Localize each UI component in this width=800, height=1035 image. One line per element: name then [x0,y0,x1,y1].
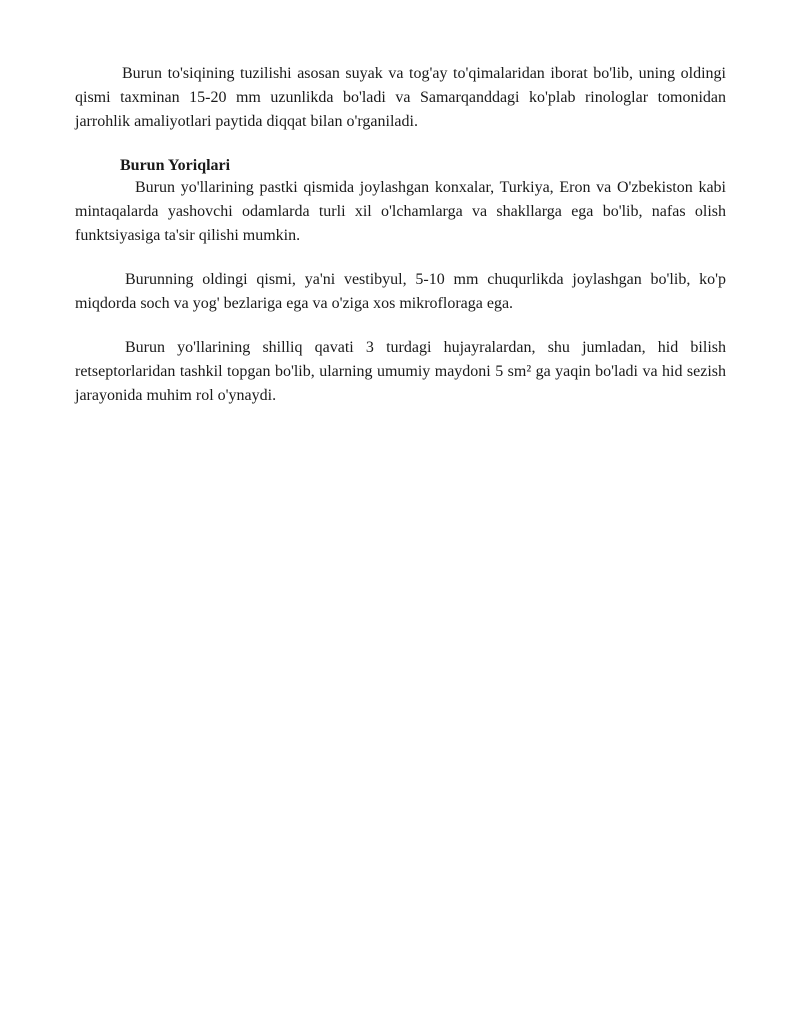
section-heading: Burun Yoriqlari [120,157,231,174]
paragraph-nasal-septum: Burun to'siqining tuzilishi asosan suyak va tog'ay to'qimalaridan iborat bo'lib, uning oldingi qismi taxminan 15-20 mm uzunlikda bo'ladi va Samarqanddagi ko'plab rinologlar tomonidan jarrohlik amaliyotlari paytida diqqat bilan o'rganiladi. [75,65,726,130]
paragraph-mucosa: Burun yo'llarining shilliq qavati 3 turdagi hujayralardan, shu jumladan, hid bilish retseptorlaridan tashkil topgan bo'lib, ularning umumiy maydoni 5 sm² ga yaqin bo'ladi va hid sezish jarayonida muhim rol o'ynaydi. [75,339,726,404]
paragraph-conchae: Burun yo'llarining pastki qismida joylashgan konxalar, Turkiya, Eron va O'zbekiston kabi mintaqalarda yashovchi odamlarda turli xil o'lchamlarga va shakllarga ega bo'lib, nafas olish funktsiyasiga ta'sir qilishi mumkin. [75,179,726,244]
document-page [75,62,726,408]
paragraph-vestibule: Burunning oldingi qismi, ya'ni vestibyul, 5-10 mm chuqurlikda joylashgan bo'lib, ko'p miqdorda soch va yog' bezlariga ega va o'ziga xos mikrofloraga ega. [75,271,726,312]
